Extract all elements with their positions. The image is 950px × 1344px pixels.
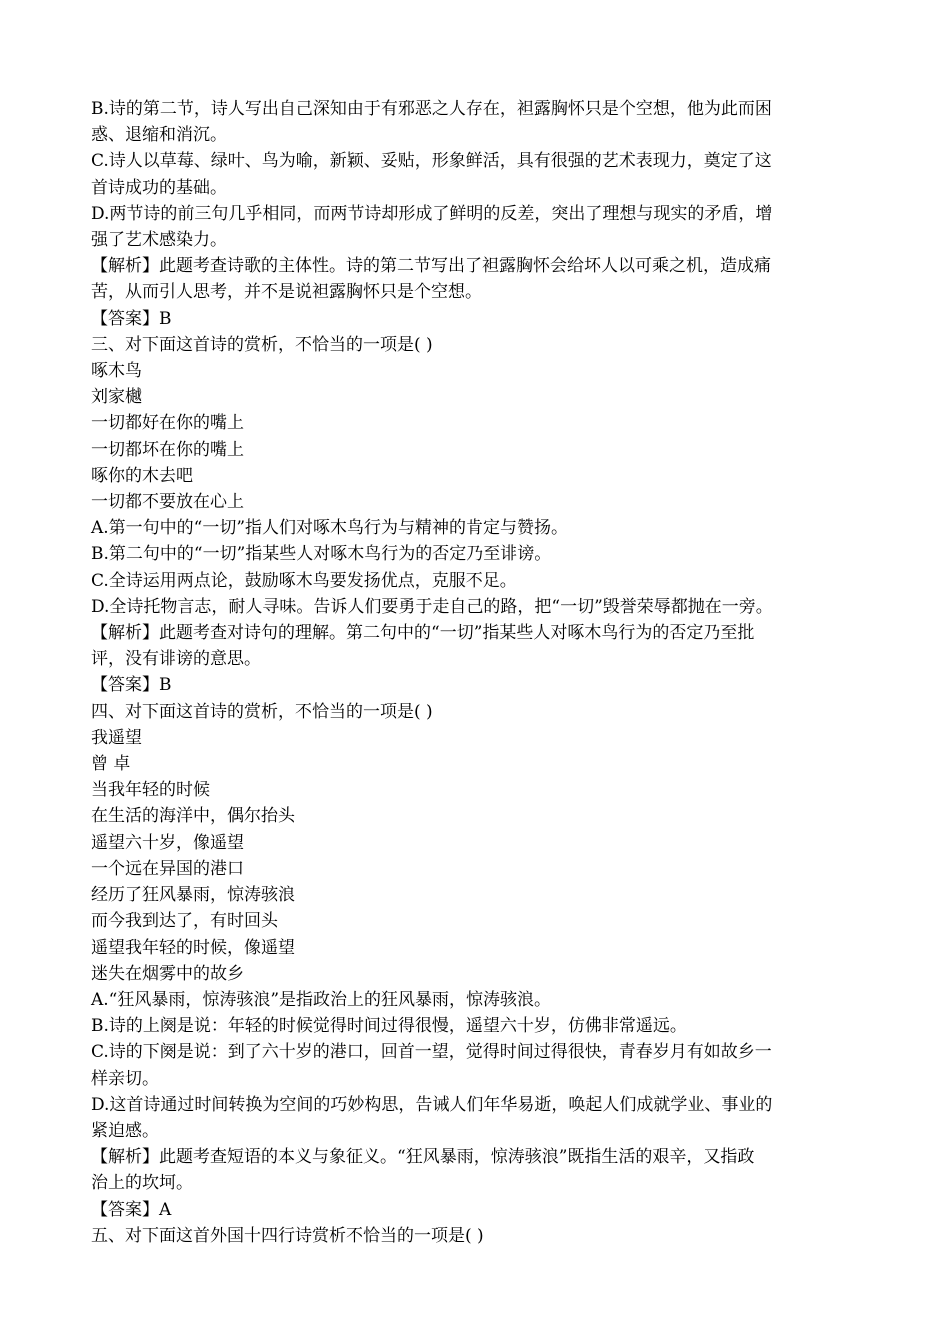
question-4-heading: 四、对下面这首诗的赏析，不恰当的一项是( ) — [91, 701, 433, 722]
option-a-line: A.“狂风暴雨，惊涛骇浪”是指政治上的狂风暴雨，惊涛骇浪。 — [91, 989, 552, 1010]
option-d-line: D.全诗托物言志，耐人寻味。告诉人们要勇于走自己的路，把“一切”毁誉荣辱都抛在一旁。 — [91, 596, 773, 617]
poem-line: 而今我到达了，有时回头 — [91, 911, 278, 932]
poem-line: 一切都好在你的嘴上 — [91, 413, 244, 434]
poem-line: 遥望六十岁，像遥望 — [91, 832, 244, 853]
answer-line: 【答案】B — [91, 308, 172, 329]
option-a-line: A.第一句中的“一切”指人们对啄木鸟行为与精神的肯定与赞扬。 — [91, 518, 569, 539]
analysis-line-2: 苦，从而引人思考，并不是说袒露胸怀只是个空想。 — [91, 282, 482, 303]
poem-line: 在生活的海洋中，偶尔抬头 — [91, 806, 295, 827]
poem-line: 当我年轻的时候 — [91, 780, 210, 801]
answer-line: 【答案】B — [91, 675, 172, 696]
analysis-line-1: 【解析】此题考查短语的本义与象征义。“狂风暴雨，惊涛骇浪”既指生活的艰辛，又指政 — [91, 1147, 755, 1168]
analysis-line-2: 治上的坎坷。 — [91, 1173, 193, 1194]
option-c-line-1: C.诗的下阕是说：到了六十岁的港口，回首一望，觉得时间过得很快，青春岁月有如故乡一 — [91, 1042, 772, 1063]
option-b-line: B.第二句中的“一切”指某些人对啄木鸟行为的否定乃至诽谤。 — [91, 544, 552, 565]
poem-line: 一切都坏在你的嘴上 — [91, 439, 244, 460]
option-c-line-1: C.诗人以草莓、绿叶、鸟为喻，新颖、妥贴，形象鲜活，具有很强的艺术表现力，奠定了这 — [91, 151, 772, 172]
answer-line: 【答案】A — [91, 1199, 172, 1220]
analysis-line-1: 【解析】此题考查对诗句的理解。第二句中的“一切”指某些人对啄木鸟行为的否定乃至批 — [91, 623, 755, 644]
document-page — [91, 96, 871, 1249]
analysis-line-2: 评，没有诽谤的意思。 — [91, 649, 261, 670]
option-c-line-2: 首诗成功的基础。 — [91, 177, 227, 198]
poem-line: 遥望我年轻的时候，像遥望 — [91, 937, 295, 958]
option-d-line-1: D.两节诗的前三句几乎相同，而两节诗却形成了鲜明的反差，突出了理想与现实的矛盾，增 — [91, 203, 773, 224]
poem-title: 我遥望 — [91, 727, 142, 748]
poem-title: 啄木鸟 — [91, 361, 142, 382]
option-b-line: B.诗的上阕是说：年轻的时候觉得时间过得很慢，遥望六十岁，仿佛非常遥远。 — [91, 1016, 687, 1037]
option-c-line-2: 样亲切。 — [91, 1068, 159, 1089]
option-b-line-2: 惑、退缩和消沉。 — [91, 125, 227, 146]
poem-author: 曾 卓 — [91, 754, 131, 775]
analysis-line-1: 【解析】此题考查诗歌的主体性。诗的第二节写出了袒露胸怀会给坏人以可乘之机，造成痛 — [91, 256, 771, 277]
option-d-line-1: D.这首诗通过时间转换为空间的巧妙构思，告诫人们年华易逝，唤起人们成就学业、事业的 — [91, 1094, 773, 1115]
poem-author: 刘家樾 — [91, 387, 142, 408]
poem-line: 一个远在异国的港口 — [91, 858, 244, 879]
option-b-line-1: B.诗的第二节，诗人写出自己深知由于有邪恶之人存在，袒露胸怀只是个空想，他为此而困 — [91, 99, 772, 119]
question-5-heading: 五、对下面这首外国十四行诗赏析不恰当的一项是( ) — [91, 1225, 484, 1246]
option-d-line-2: 强了艺术感染力。 — [91, 230, 227, 251]
poem-line: 迷失在烟雾中的故乡 — [91, 963, 244, 984]
question-3-heading: 三、对下面这首诗的赏析，不恰当的一项是( ) — [91, 334, 433, 355]
poem-line: 一切都不要放在心上 — [91, 492, 244, 513]
option-d-line-2: 紧迫感。 — [91, 1120, 159, 1141]
poem-line: 经历了狂风暴雨，惊涛骇浪 — [91, 885, 295, 906]
poem-line: 啄你的木去吧 — [91, 465, 193, 486]
option-c-line: C.全诗运用两点论，鼓励啄木鸟要发扬优点，克服不足。 — [91, 570, 517, 591]
